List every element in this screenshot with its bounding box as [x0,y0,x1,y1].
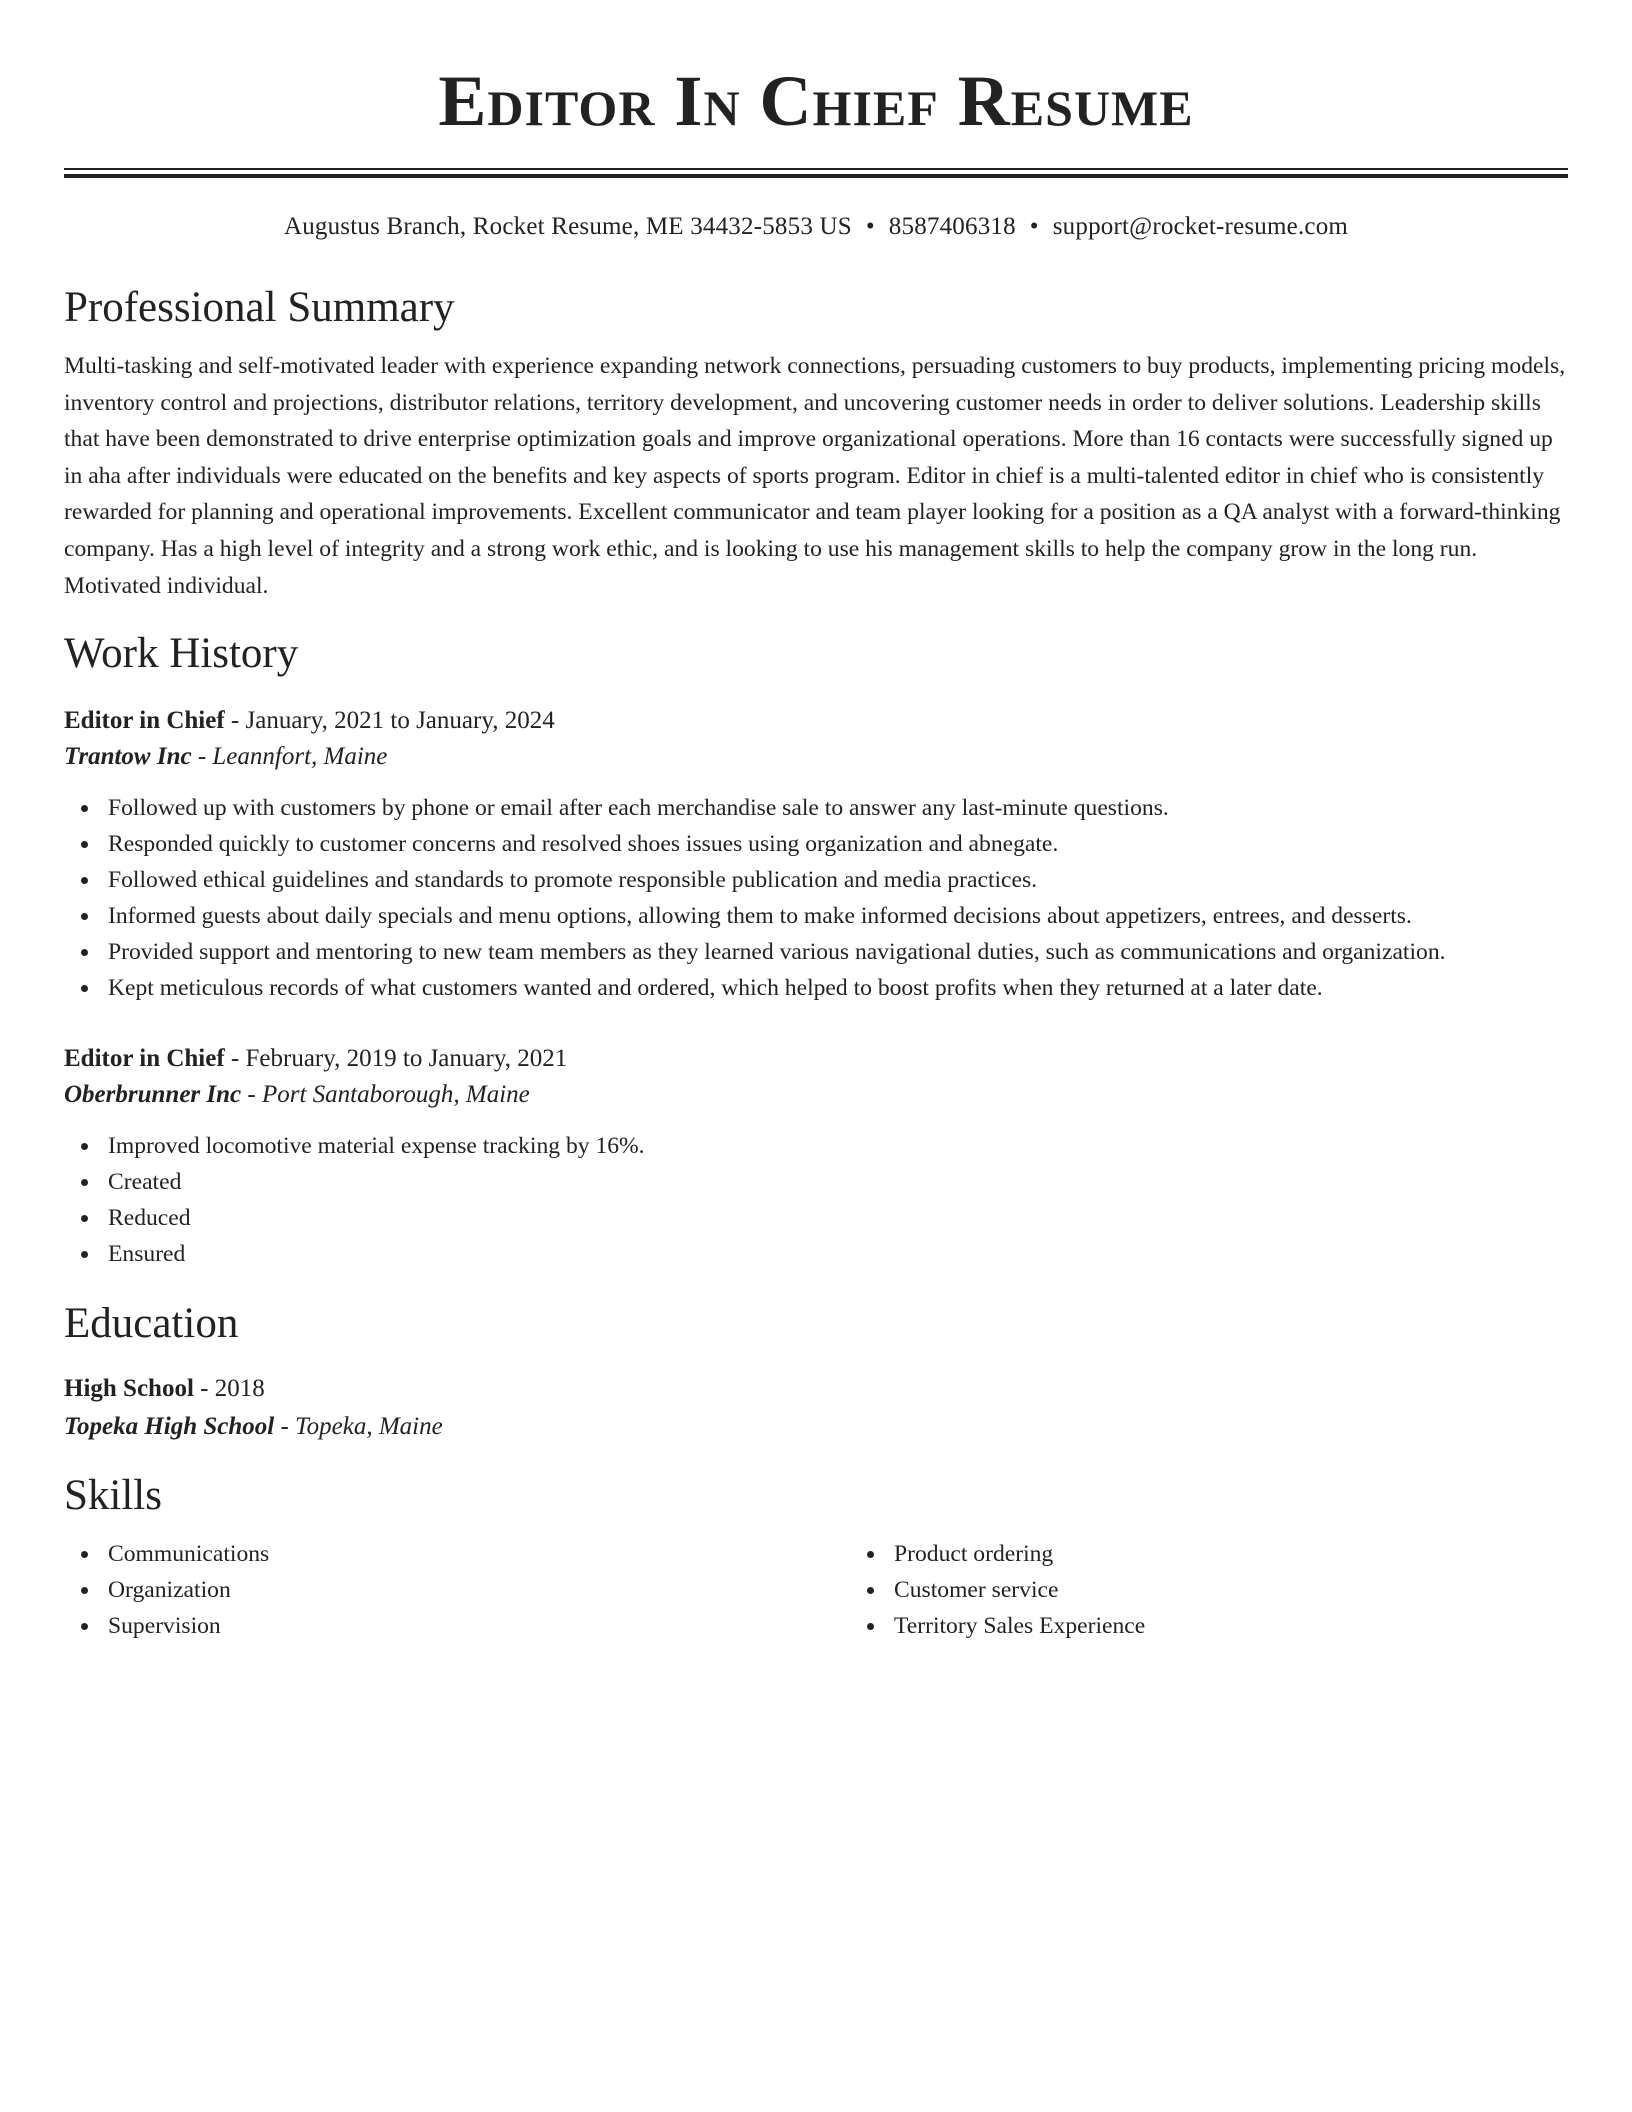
list-item: Communications [108,1536,850,1572]
job-dates: - January, 2021 to January, 2024 [224,707,555,735]
list-item: Organization [108,1572,850,1608]
school-line [64,1406,1568,1448]
education-entry [64,1372,1568,1448]
list-item: Informed guests about daily specials and menu options, allowing them to make informed decisions about appetizers, entrees, and desserts. [108,898,1568,934]
degree: High School [64,1375,194,1403]
job-title: Editor in Chief [64,707,225,735]
job-title-line [64,704,1568,738]
list-item: Customer service [894,1572,1568,1608]
list-item: Product ordering [894,1536,1568,1572]
summary-heading: Professional Summary [64,284,455,331]
list-item: Reduced [108,1200,1568,1236]
company-line [64,738,1568,776]
job-title-line [64,1042,1568,1076]
contact-email: support@rocket-resume.com [1052,213,1349,240]
company-name: Trantow Inc [64,743,192,771]
work-history-heading: Work History [64,630,299,678]
skills-heading: Skills [64,1472,162,1520]
company-name: Oberbrunner Inc [64,1081,242,1109]
list-item: Kept meticulous records of what customers wanted and ordered, which helped to boost profits when they returned at a later date. [108,970,1568,1006]
education-heading: Education [64,1300,239,1348]
summary-text: Multi-tasking and self-motivated leader with experience expanding network connections, persuading customers to buy products, implementing pricing models, inventory control and projections, distributor relations, territory development, and uncovering customer needs in order to deliver solutions. Leadership skills that have been demonstrated to drive enterprise optimization goals and improve organizational operations. More than 16 contacts were successfully signed up in aha after individuals were educated on the benefits and key aspects of sports program. Editor in chief is a multi-talented editor in chief who is consistently rewarded for planning and operational improvements. Excellent communicator and team player looking for a position as a QA analyst with a forward-thinking company. Has a high level of integrity and a strong work ethic, and is looking to use his management skills to help the company grow in the long run. Motivated individual. [64,353,1566,599]
school-location: - Topeka, Maine [274,1413,443,1441]
list-item: Territory Sales Experience [894,1608,1568,1644]
skills-list-right [850,1536,1568,1644]
job-entry [64,704,1568,1006]
school-name: Topeka High School [64,1413,275,1441]
job-duties-list [64,790,1568,1006]
list-item: Followed ethical guidelines and standards to promote responsible publication and media practices. [108,862,1568,898]
bullet-separator: • [1029,213,1039,240]
job-dates: - February, 2019 to January, 2021 [224,1045,568,1073]
job-title: Editor in Chief [64,1045,225,1073]
list-item: Provided support and mentoring to new team members as they learned various navigational duties, such as communications and organization. [108,934,1568,970]
job-entry [64,1042,1568,1272]
graduation-year: - 2018 [193,1375,265,1403]
resume-title: Editor In Chief Resume [438,61,1194,141]
skills-list-left [64,1536,850,1644]
list-item: Followed up with customers by phone or email after each merchandise sale to answer any last-minute questions. [108,790,1568,826]
title-divider [64,168,1568,178]
contact-phone: 8587406318 [888,213,1016,240]
company-location: - Leannfort, Maine [191,743,388,771]
degree-line [64,1372,1568,1406]
company-location: - Port Santaborough, Maine [241,1081,530,1109]
contact-address: Augustus Branch, Rocket Resume, ME 34432-5853 US [283,213,852,240]
skills-columns [64,1536,1568,1644]
company-line [64,1076,1568,1114]
list-item: Supervision [108,1608,850,1644]
contact-line [64,210,1568,244]
list-item: Responded quickly to customer concerns and resolved shoes issues using organization and abnegate. [108,826,1568,862]
list-item: Ensured [108,1236,1568,1272]
list-item: Improved locomotive material expense tracking by 16%. [108,1128,1568,1164]
bullet-separator: • [865,213,875,240]
list-item: Created [108,1164,1568,1200]
job-duties-list [64,1128,1568,1272]
